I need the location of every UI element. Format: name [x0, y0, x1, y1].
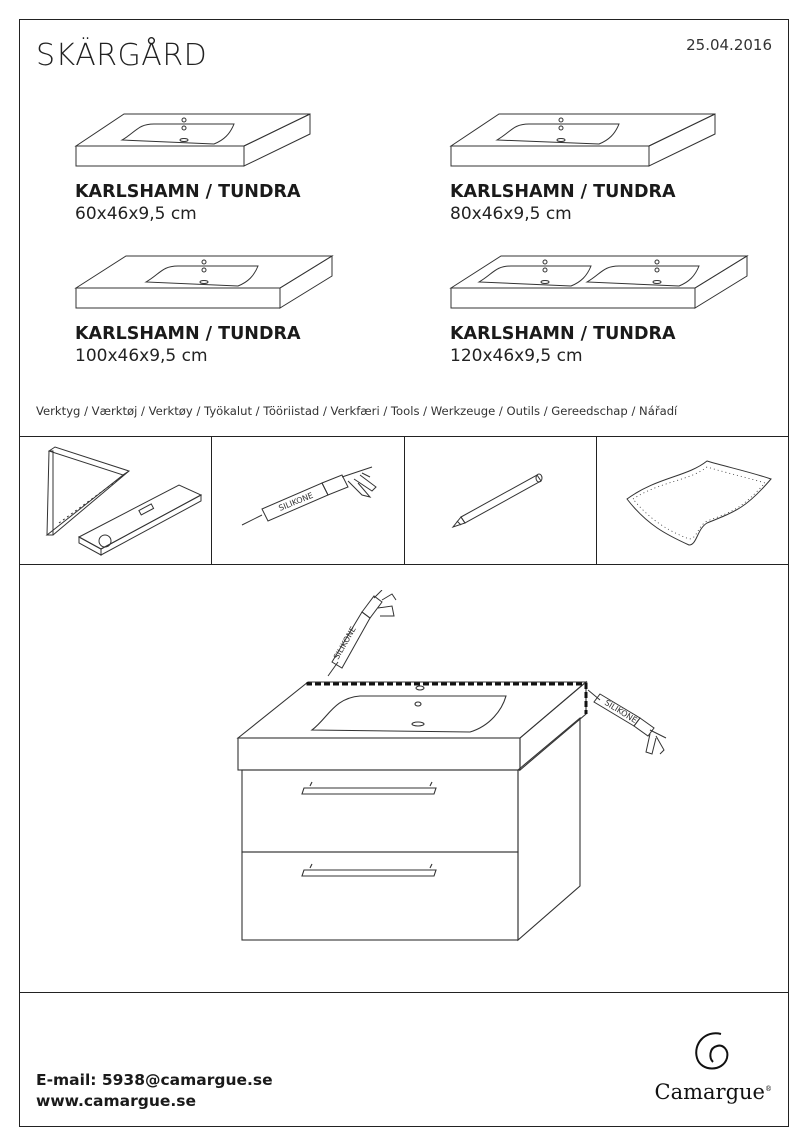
- tools-heading: Verktyg / Værktøj / Verktøy / Työkalut / Tööriistad / Verkfæri / Tools / Werkzeuge / Outils / Gereedschap / Nářadí: [36, 404, 678, 418]
- installation-silicone-label-1: SILIKONE: [331, 624, 358, 661]
- variant-100: [75, 324, 301, 366]
- square-and-level-icon: [19, 437, 211, 564]
- contact-website[interactable]: www.camargue.se: [36, 1092, 197, 1110]
- tool-cell-square-level: [19, 437, 212, 564]
- variant-name: KARLSHAMN / TUNDRA: [75, 182, 301, 202]
- variant-size: 100x46x9,5 cm: [75, 346, 208, 366]
- sink-60-drawing: [74, 110, 314, 170]
- silicone-gun-icon: [212, 437, 404, 564]
- sink-100-drawing: [74, 254, 336, 314]
- variant-size: 60x46x9,5 cm: [75, 204, 197, 224]
- camargue-logo: [655, 1028, 772, 1104]
- variant-name: KARLSHAMN / TUNDRA: [450, 324, 676, 344]
- tool-cell-cloth: [597, 437, 789, 564]
- variant-name: KARLSHAMN / TUNDRA: [450, 182, 676, 202]
- brand-name: Camargue®: [654, 1080, 772, 1104]
- tool-cell-pencil: [405, 437, 598, 564]
- contact-email[interactable]: E-mail: 5938@camargue.se: [36, 1071, 273, 1089]
- sink-120-drawing: [449, 254, 751, 314]
- camargue-mark-icon: [683, 1028, 743, 1076]
- cloth-icon: [597, 437, 789, 564]
- tools-row: [19, 436, 789, 565]
- variant-size: 80x46x9,5 cm: [450, 204, 572, 224]
- variant-size: 120x46x9,5 cm: [450, 346, 583, 366]
- silicone-gun-label: SILIKONE: [277, 490, 315, 513]
- variant-80: [450, 182, 676, 224]
- variant-120: [450, 324, 676, 366]
- footer-divider: [19, 992, 789, 993]
- installation-silicone-label-2: SILIKONE: [602, 698, 639, 725]
- pencil-icon: [405, 437, 597, 564]
- variant-60: [75, 182, 301, 224]
- sink-80-drawing: [449, 110, 719, 170]
- installation-drawing: [220, 590, 680, 960]
- variant-name: KARLSHAMN / TUNDRA: [75, 324, 301, 344]
- page-title: SKÄRGÅRD: [36, 38, 208, 73]
- tool-cell-silicone-gun: [212, 437, 405, 564]
- document-date: 25.04.2016: [686, 36, 772, 54]
- contact-block: [36, 1070, 273, 1112]
